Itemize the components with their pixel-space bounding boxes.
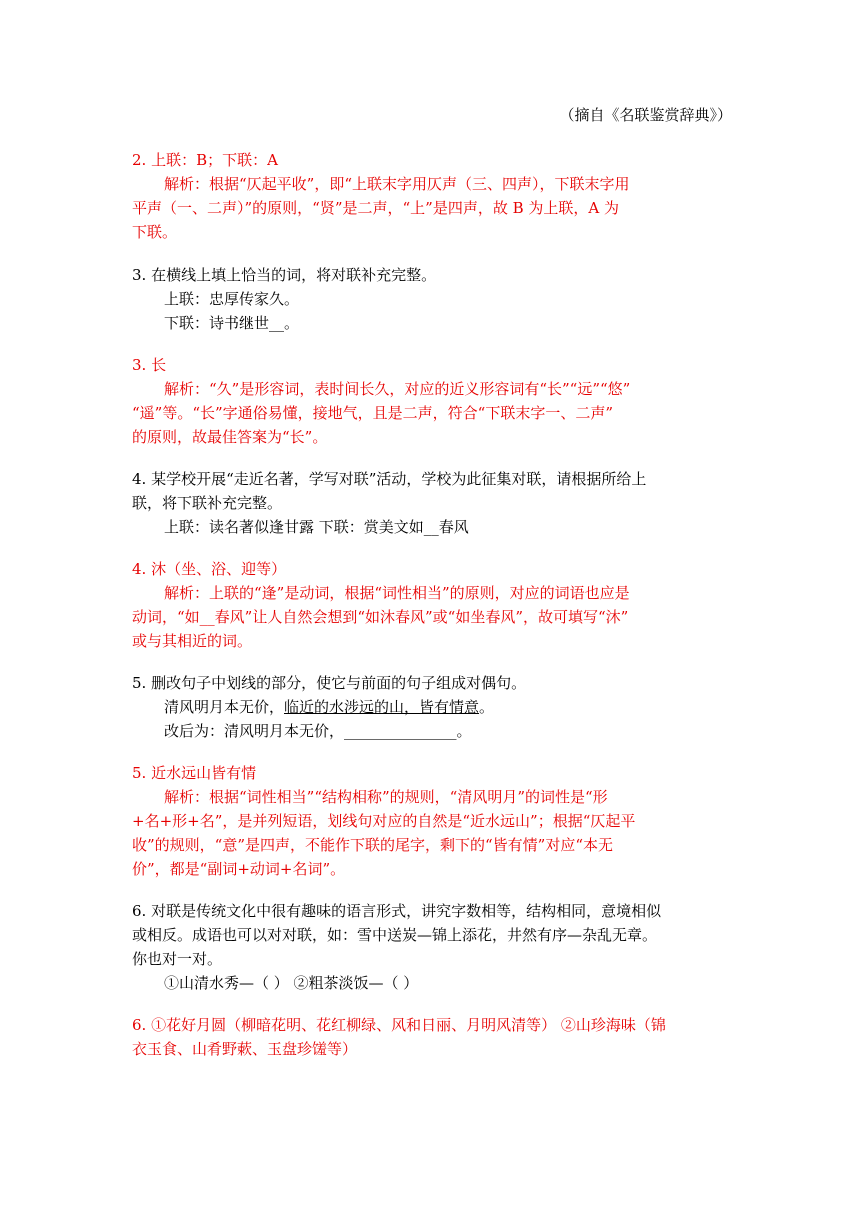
question-4-prompt-line: 联，将下联补充完整。: [132, 494, 283, 512]
question-3-prompt: 3. 在横线上填上恰当的词，将对联补充完整。: [132, 266, 437, 284]
answer-4-analysis-line: 或与其相近的词。: [132, 632, 253, 650]
sentence-prefix: 清风明月本无价，: [164, 698, 285, 716]
question-6-prompt-line: 你也对一对。: [132, 950, 223, 968]
answer-3-analysis-line: 的原则，故最佳答案为“长”。: [132, 428, 328, 446]
answer-5-analysis-line: +名+形+名”，是并列短语，划线句对应的自然是“近水远山”；根据“仄起平: [132, 812, 636, 830]
question-4-couplet: 上联：读名著似逢甘露 下联：赏美文如__春风: [164, 518, 469, 536]
answer-4-analysis-line: 解析：上联的“逢”是动词，根据“词性相当”的原则，对应的词语也应是: [164, 584, 630, 602]
underlined-phrase: 临近的水涉远的山，皆有情意: [284, 698, 480, 716]
question-6-prompt-line: 6. 对联是传统文化中很有趣味的语言形式，讲究字数相等，结构相同，意境相似: [132, 902, 662, 920]
answer-6-line: 衣玉食、山肴野蔌、玉盘珍馐等）: [132, 1040, 358, 1058]
answer-4-analysis-line: 动词，“如__春风”让人自然会想到“如沐春风”或“如坐春风”，故可填写“沐”: [132, 608, 629, 626]
question-3-lower-couplet: 下联：诗书继世__。: [164, 314, 300, 332]
question-3-upper-couplet: 上联：忠厚传家久。: [164, 290, 300, 308]
question-5-revision-blank: 改后为：清风明月本无价，_______________。: [164, 722, 472, 740]
answer-2-analysis-line: 平声（一、二声）”的原则，“贤”是二声，“上”是四声，故 B 为上联，A 为: [132, 199, 620, 217]
answer-5-analysis-line: 价”，都是“副词+动词+名词”。: [132, 860, 346, 878]
answer-3-analysis-line: 解析：“久”是形容词，表时间长久，对应的近义形容词有“长”“远”“悠”: [164, 380, 631, 398]
answer-5-analysis-line: 收”的规则，“意”是四声，不能作下联的尾字，剩下的“皆有情”对应“本无: [132, 836, 614, 854]
question-6-blanks: ①山清水秀—（ ） ②粗茶淡饭—（ ）: [164, 974, 419, 992]
answer-5-heading: 5. 近水远山皆有情: [132, 764, 257, 782]
answer-6-line: 6. ①花好月圆（柳暗花明、花红柳绿、风和日丽、月明风清等） ②山珍海味（锦: [132, 1016, 666, 1034]
answer-2-analysis-line: 下联。: [132, 223, 178, 241]
sentence-suffix: 。: [479, 698, 495, 716]
answer-2-heading: 2. 上联：B；下联：A: [132, 151, 278, 169]
answer-2-analysis-line: 解析：根据“仄起平收”，即“上联末字用仄声（三、四声），下联末字用: [164, 175, 630, 193]
answer-4-heading: 4. 沐（坐、浴、迎等）: [132, 560, 287, 578]
question-5-prompt: 5. 删改句子中划线的部分，使它与前面的句子组成对偶句。: [132, 674, 527, 692]
answer-3-heading: 3. 长: [132, 356, 167, 374]
question-4-prompt-line: 4. 某学校开展“走近名著，学写对联”活动，学校为此征集对联，请根据所给上: [132, 470, 647, 488]
source-citation: （摘自《名联鉴赏辞典》）: [559, 106, 732, 124]
question-5-sentence: [164, 695, 494, 719]
question-6-prompt-line: 或相反。成语也可以对对联，如：雪中送炭—锦上添花，井然有序—杂乱无章。: [132, 926, 658, 944]
answer-5-analysis-line: 解析：根据“词性相当”“结构相称”的规则，“清风明月”的词性是“形: [164, 788, 608, 806]
answer-3-analysis-line: “遥”等。“长”字通俗易懂，接地气，且是二声，符合“下联末字一、二声”: [132, 404, 614, 422]
